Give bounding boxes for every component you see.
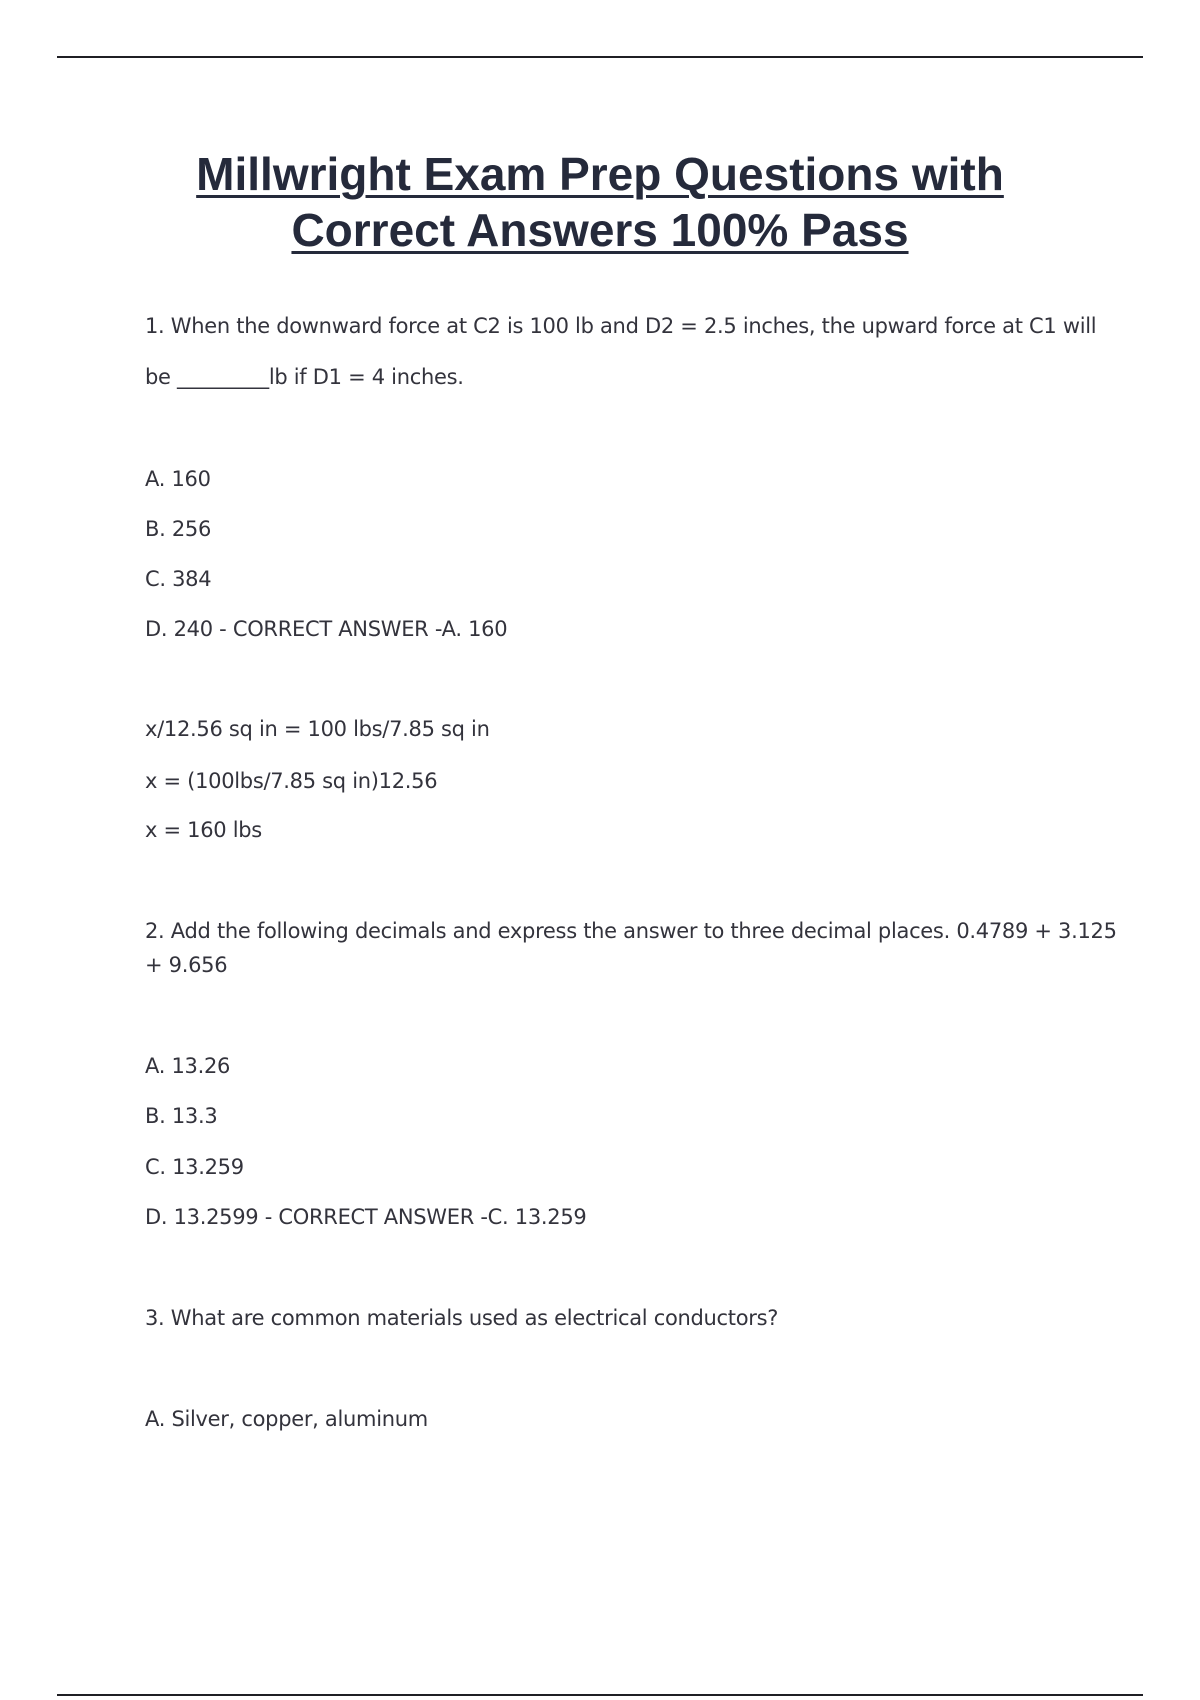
q1-text-line-1: 1. When the downward force at C2 is 100 lb and D2 = 2.5 inches, the upward force at C1 will (145, 314, 1097, 338)
title-line-2: Correct Answers 100% Pass (291, 204, 909, 256)
bottom-rule (57, 1694, 1143, 1696)
q2-option-b: B. 13.3 (145, 1104, 218, 1128)
q2-text-line-2: + 9.656 (145, 953, 228, 977)
q1-work-line-1: x/12.56 sq in = 100 lbs/7.85 sq in (145, 717, 490, 741)
q3-option-a: A. Silver, copper, aluminum (145, 1407, 428, 1431)
title-line-1: Millwright Exam Prep Questions with (196, 148, 1004, 200)
q2-text-line-1: 2. Add the following decimals and express the answer to three decimal places. 0.4789 + 3.125 (145, 919, 1117, 943)
q1-work-line-2: x = (100lbs/7.85 sq in)12.56 (145, 769, 438, 793)
top-rule (57, 56, 1143, 58)
q2-option-a: A. 13.26 (145, 1054, 231, 1078)
q1-option-c: C. 384 (145, 567, 212, 591)
q1-work-line-3: x = 160 lbs (145, 818, 262, 842)
q1-option-a: A. 160 (145, 467, 211, 491)
q2-option-c: C. 13.259 (145, 1155, 244, 1179)
q1-option-d-answer: D. 240 - CORRECT ANSWER -A. 160 (145, 617, 508, 641)
q1-text-line-2: be _________lb if D1 = 4 inches. (145, 365, 464, 389)
q1-option-b: B. 256 (145, 517, 212, 541)
q3-text-line-1: 3. What are common materials used as electrical conductors? (145, 1306, 779, 1330)
q2-option-d-answer: D. 13.2599 - CORRECT ANSWER -C. 13.259 (145, 1205, 587, 1229)
document-title (0, 146, 1200, 258)
